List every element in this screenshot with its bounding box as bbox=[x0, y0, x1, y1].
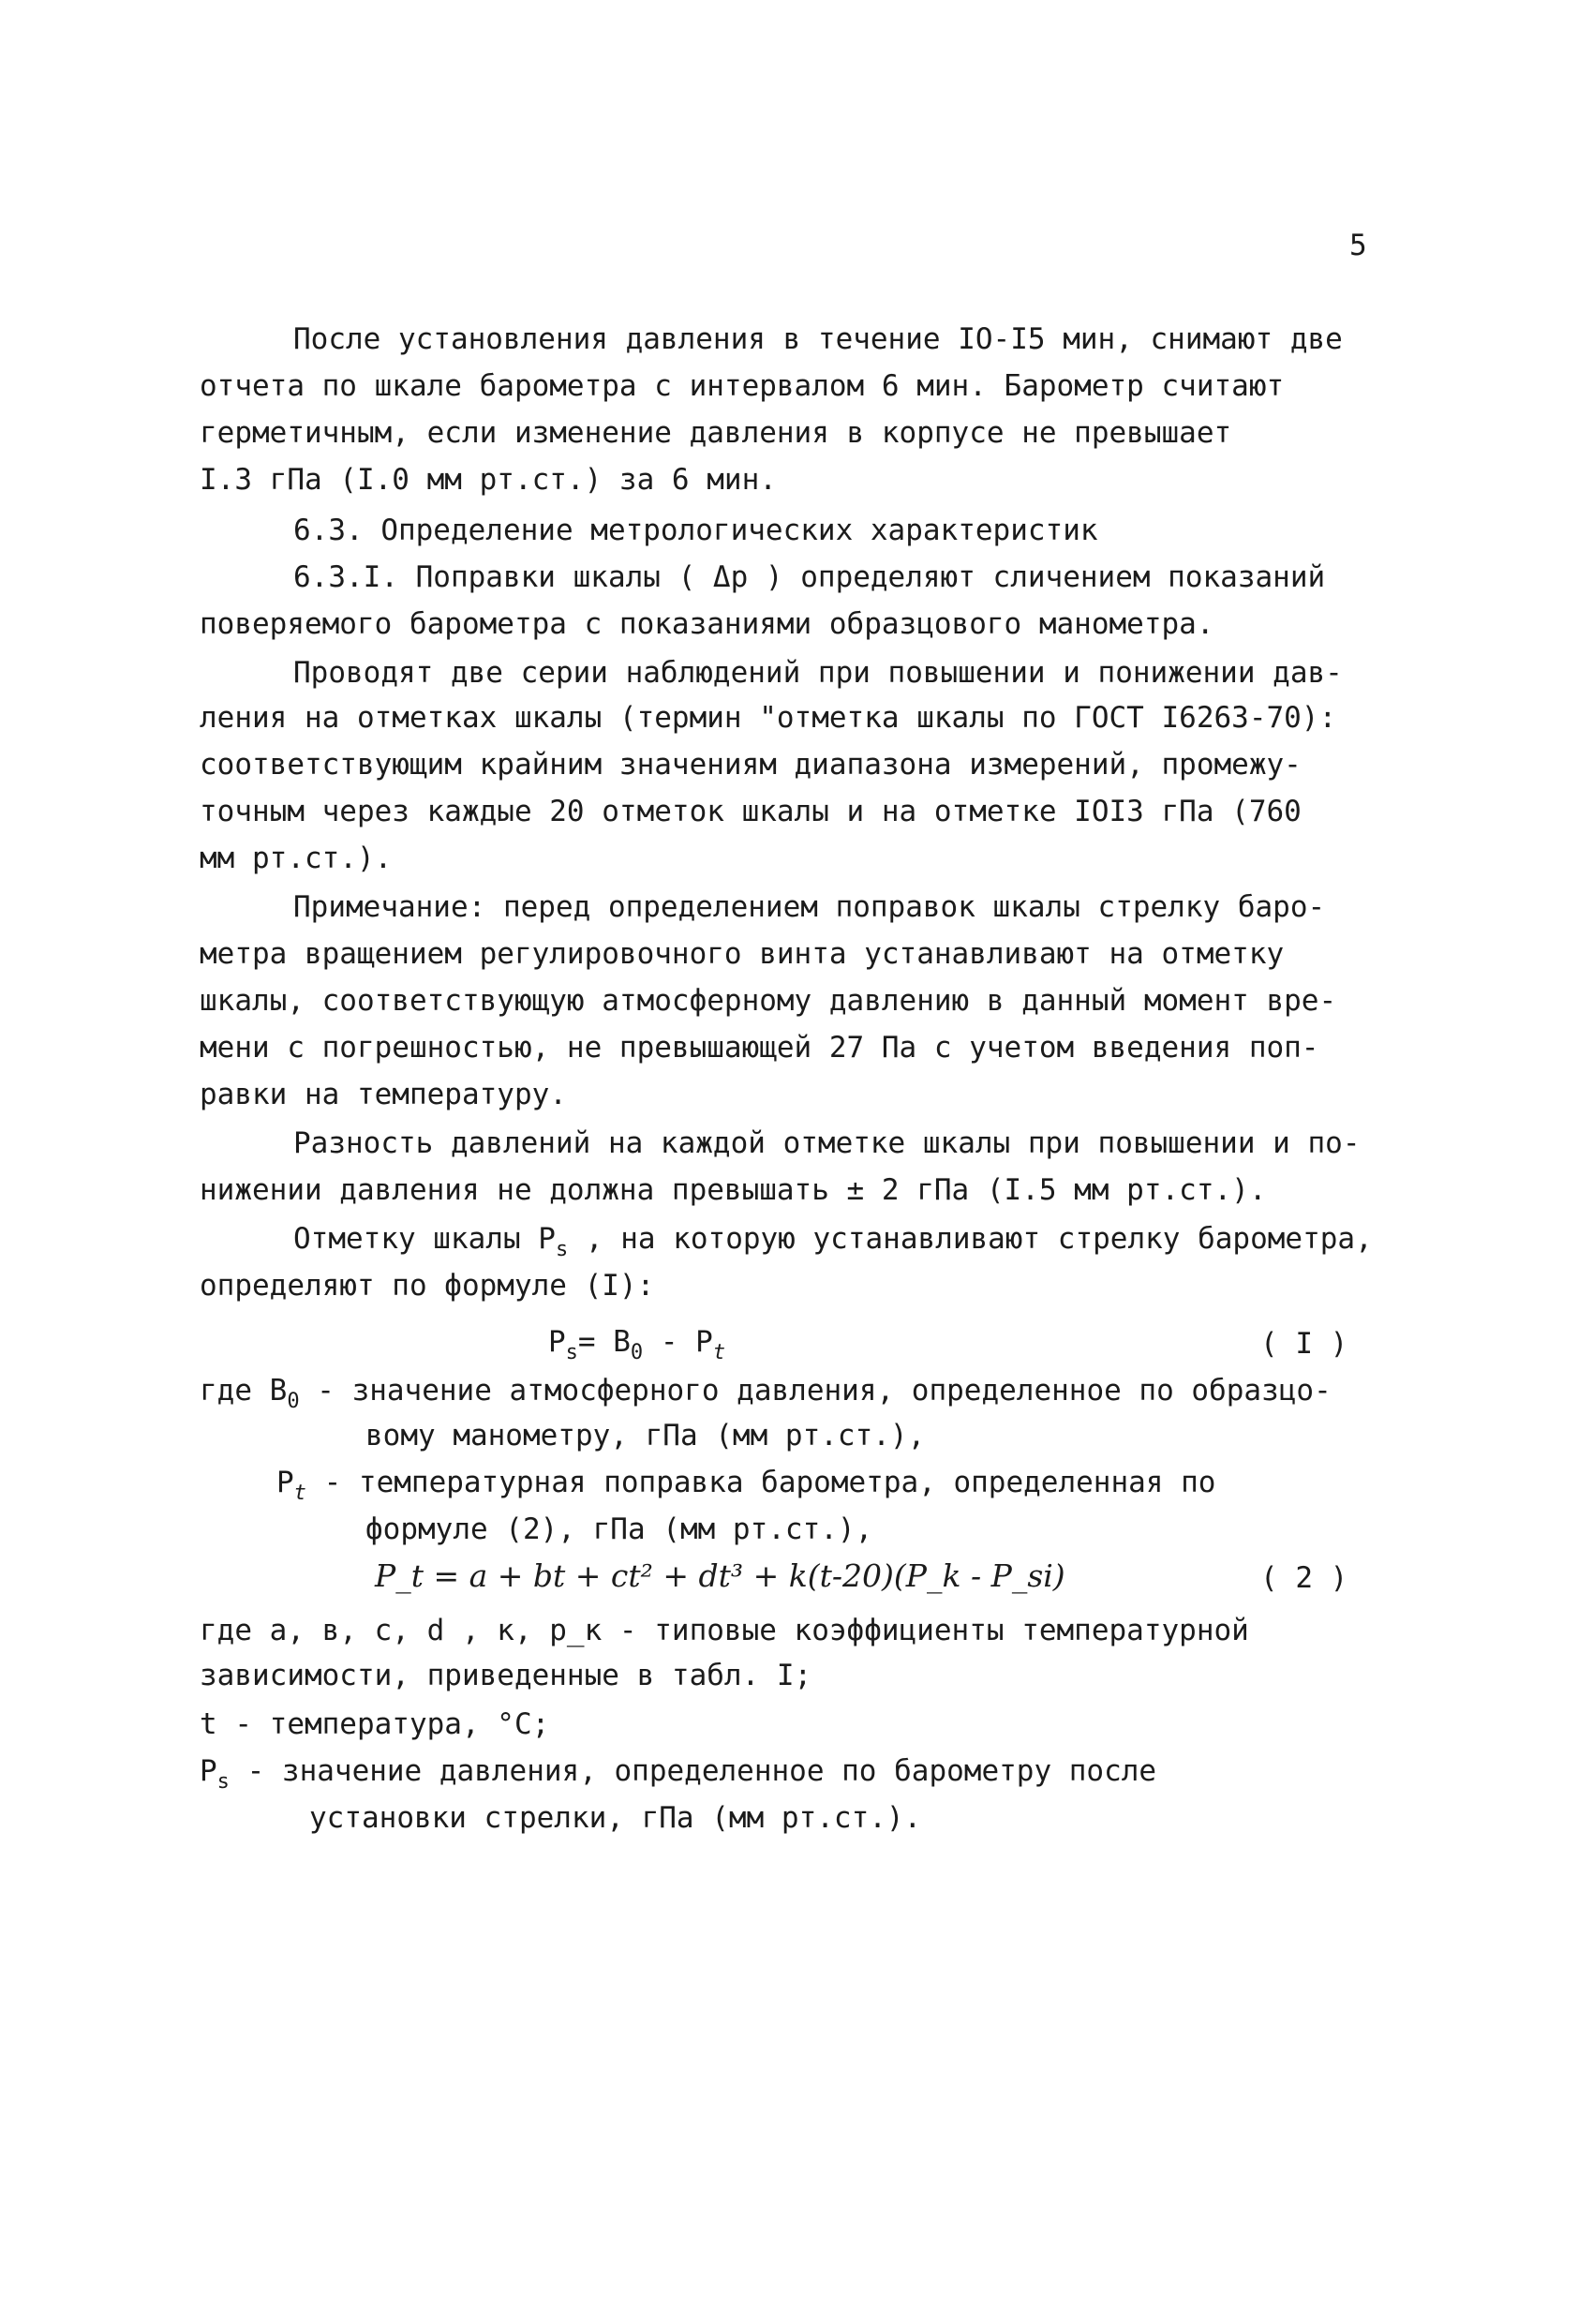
text-span: - значение атмосферного давления, определенное по образцо- bbox=[299, 1374, 1332, 1408]
note-line: мени с погрешностью, не превышающей 27 Па с учетом введения поп- bbox=[200, 1031, 1319, 1065]
formula-number: ( 2 ) bbox=[1260, 1561, 1348, 1595]
paragraph-line bbox=[293, 1218, 1373, 1271]
subscript: 0 bbox=[630, 1341, 644, 1364]
subscript: t bbox=[712, 1341, 726, 1364]
paragraph-line: После установления давления в течение IO-I5 мин, снимают две bbox=[293, 322, 1343, 356]
text-span: - значение давления, определенное по барометру после bbox=[229, 1754, 1157, 1788]
paragraph-line: 6.3.I. Поправки шкалы ( Δp ) определяют сличением показаний bbox=[293, 560, 1326, 594]
paragraph-line: герметичным, если изменение давления в корпусе не превышает bbox=[200, 416, 1232, 450]
definition-line: t - температура, °C; bbox=[200, 1707, 550, 1741]
text-span: - температурная поправка барометра, определенная по bbox=[305, 1466, 1216, 1499]
text-span: P bbox=[276, 1466, 294, 1499]
text-span: где B bbox=[200, 1374, 288, 1408]
subscript: 0 bbox=[287, 1390, 300, 1413]
paragraph-line: Разность давлений на каждой отметке шкалы при повышении и по- bbox=[293, 1126, 1361, 1160]
paragraph-line: Проводят две серии наблюдений при повышении и понижении дав- bbox=[293, 656, 1343, 690]
note-line: равки на температуру. bbox=[200, 1078, 567, 1111]
formula-symbol: = B bbox=[577, 1325, 631, 1359]
formula-number: ( I ) bbox=[1260, 1327, 1348, 1361]
section-heading: 6.3. Определение метрологических характеристик bbox=[293, 514, 1098, 547]
definition-line bbox=[200, 1750, 1156, 1803]
text-span: P bbox=[200, 1754, 217, 1788]
formula-2: P_t = a + bt + ct² + dt³ + k(t-20)(P_k - P_si) bbox=[375, 1557, 1065, 1594]
formula-symbol: P bbox=[548, 1325, 566, 1359]
subscript: s bbox=[565, 1341, 578, 1364]
definition-line: где a, в, c, d , к, p_к - типовые коэффициенты температурной bbox=[200, 1614, 1249, 1647]
formula-1 bbox=[548, 1321, 725, 1374]
subscript: s bbox=[216, 1770, 230, 1794]
definition-line bbox=[276, 1462, 1215, 1514]
paragraph-line: точным через каждые 20 отметок шкалы и на отметке IOI3 гПа (760 bbox=[200, 795, 1302, 828]
paragraph-line: мм рт.ст.). bbox=[200, 842, 393, 875]
definition-line: установки стрелки, гПа (мм рт.ст.). bbox=[309, 1801, 922, 1835]
paragraph-line: определяют по формуле (I): bbox=[200, 1269, 655, 1303]
paragraph-line: соответствующим крайним значениям диапазона измерений, промежу- bbox=[200, 748, 1302, 782]
text-span: Отметку шкалы P bbox=[293, 1222, 556, 1256]
text-span: , на которую устанавливают стрелку барометра, bbox=[568, 1222, 1373, 1256]
subscript: t bbox=[293, 1482, 306, 1505]
page-number: 5 bbox=[1349, 229, 1367, 262]
subscript: s bbox=[555, 1238, 569, 1261]
definition-line: вому манометру, гПа (мм рт.ст.), bbox=[365, 1419, 926, 1452]
note-line: шкалы, соответствующую атмосферному давлению в данный момент вре- bbox=[200, 984, 1337, 1018]
paragraph-line: ления на отметках шкалы (термин "отметка шкалы по ГОСТ I6263-70): bbox=[200, 701, 1337, 735]
paragraph-line: нижении давления не должна превышать ± 2 гПа (I.5 мм рт.ст.). bbox=[200, 1173, 1267, 1207]
paragraph-line: отчета по шкале барометра с интервалом 6 мин. Барометр считают bbox=[200, 369, 1285, 403]
paragraph-line: поверяемого барометра с показаниями образцового манометра. bbox=[200, 607, 1214, 641]
note-line: метра вращением регулировочного винта устанавливают на отметку bbox=[200, 937, 1285, 971]
paragraph-line: I.3 гПа (I.0 мм рт.ст.) за 6 мин. bbox=[200, 463, 777, 497]
formula-symbol: - P bbox=[643, 1325, 713, 1359]
definition-line: зависимости, приведенные в табл. I; bbox=[200, 1659, 812, 1692]
definition-line: формуле (2), гПа (мм рт.ст.), bbox=[365, 1512, 873, 1546]
note-line: Примечание: перед определением поправок шкалы стрелку баро- bbox=[293, 890, 1326, 924]
